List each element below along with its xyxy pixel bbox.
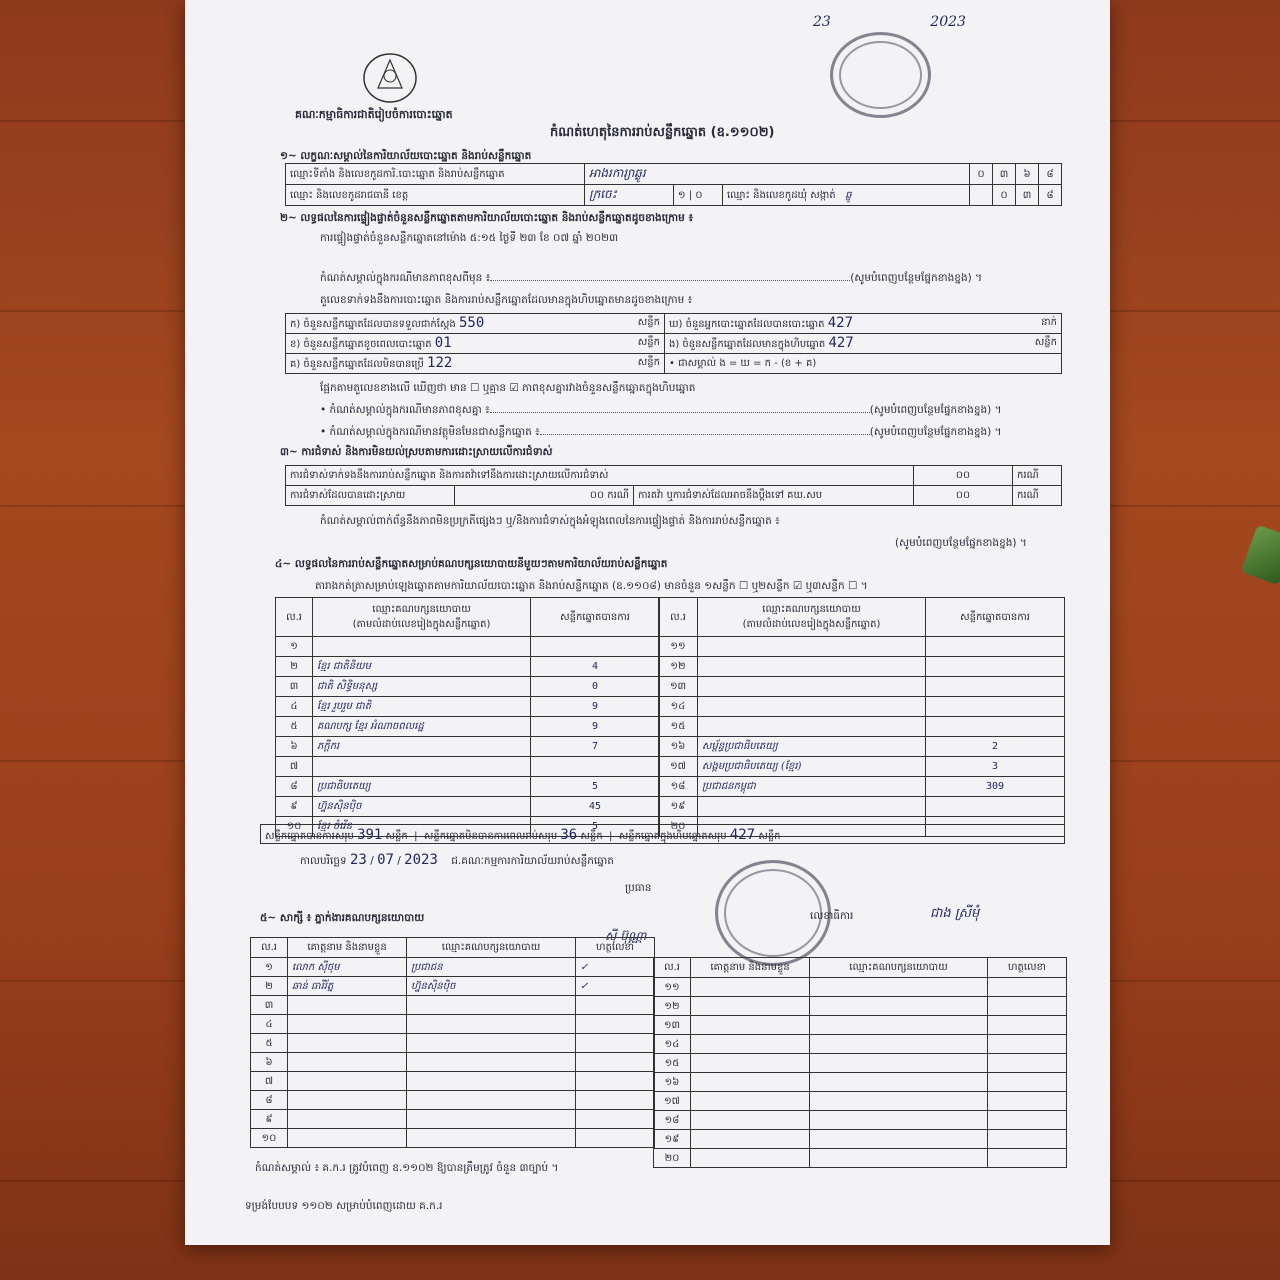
col-no: ១៧: [659, 757, 698, 777]
vote-count[interactable]: [926, 657, 1065, 677]
witness-name[interactable]: [691, 978, 810, 997]
party-name[interactable]: ជាតិ សិទ្ធិមនុស្ស: [313, 677, 531, 697]
resolved-label: ការជំទាស់ដែលបានដោះស្រាយ: [286, 486, 455, 506]
witness-signature[interactable]: [988, 1016, 1067, 1035]
witness-party[interactable]: [810, 1130, 988, 1149]
witness-name[interactable]: [691, 1149, 810, 1168]
col-name: គោត្តនាម និងនាមខ្លួន: [691, 958, 810, 978]
col-no: ល.រ: [654, 958, 691, 978]
col-no: ១៥: [654, 1054, 691, 1073]
col-no: ៨: [276, 777, 313, 797]
vote-count[interactable]: 7: [531, 737, 660, 757]
col-no: ១០: [251, 1129, 288, 1148]
col-no: ១៨: [654, 1111, 691, 1130]
table-intro: តួលេខទាក់ទងនឹងការបោះឆ្នោត និងការរាប់សន្លឹកឆ្នោតដែលមានក្នុងហិបឆ្នោតមានដូចខាងក្រោម ៖: [320, 294, 693, 306]
party-name[interactable]: [313, 637, 531, 657]
code-digit: ៨: [1039, 164, 1062, 185]
col-no: ល.រ: [659, 598, 698, 637]
table-row: [251, 1091, 655, 1110]
col-no: ៣: [251, 996, 288, 1015]
vote-count[interactable]: 9: [531, 717, 660, 737]
witness-signature[interactable]: [988, 1073, 1067, 1092]
green-object: [1241, 525, 1280, 586]
witness-signature[interactable]: [576, 1072, 655, 1091]
secretary-signature: ជាង ស្រីមុំ: [930, 906, 980, 921]
col-votes: សន្លឹកឆ្នោតបានការ: [531, 598, 660, 637]
witness-party[interactable]: ប្រជាជន: [407, 958, 576, 977]
table-row: [654, 1149, 1067, 1168]
vote-count[interactable]: [926, 697, 1065, 717]
witness-name[interactable]: [691, 1054, 810, 1073]
col-no: ៨: [251, 1091, 288, 1110]
col-no: ១៨: [659, 777, 698, 797]
col-party: ឈ្មោះគណបក្សនយោបាយ (តាមលំដាប់លេខរៀងក្នុងសន្លឹកឆ្នោត): [313, 598, 531, 637]
table-row: [654, 1016, 1067, 1035]
location-label: ឈ្មោះទីតាំង និងលេខកូដការិ.បោះឆ្នោត និងរាប់សន្លឹកឆ្នោត: [286, 164, 585, 185]
vote-count[interactable]: [926, 797, 1065, 817]
table-row: [286, 354, 1062, 374]
vote-count[interactable]: 309: [926, 777, 1065, 797]
witness-party[interactable]: [810, 1111, 988, 1130]
witness-party[interactable]: [407, 1053, 576, 1072]
complaint-label: ការជំទាស់ទាក់ទងនឹងការរាប់សន្លឹកឆ្នោត និងការតវ៉ាទៅនឹងការដោះស្រាយលើការជំទាស់: [286, 466, 914, 486]
table-row: [286, 466, 1062, 486]
table-row: [654, 997, 1067, 1016]
table-row: [251, 1129, 655, 1148]
col-no: ល.រ: [276, 598, 313, 637]
appeal-value: ០០: [914, 486, 1013, 506]
party-name[interactable]: [698, 677, 926, 697]
object-note: • កំណត់សម្គាល់ក្នុងករណីមានវត្ថុមិនមែនជាសន្លឹកឆ្នោត ៖ (សូមបំពេញបន្ថែមផ្នែកខាងខ្នង) ។: [320, 426, 1002, 438]
witness-name[interactable]: ឆាន់ ធារីរ័ត្ន: [288, 977, 407, 996]
section3-heading: ៣~ ការជំទាស់ និងការមិនយល់ស្របតាមការដោះស្រាយលើការជំទាស់: [280, 446, 553, 458]
col-no: ១៩: [654, 1130, 691, 1149]
witness-signature[interactable]: ✓: [576, 977, 655, 996]
col-no: ១៩: [659, 797, 698, 817]
col-name: គោត្តនាម និងនាមខ្លួន: [288, 938, 407, 958]
table-row: [659, 777, 1065, 797]
unit-label: ករណី: [1013, 466, 1062, 486]
code-digit: ៣: [993, 164, 1016, 185]
province-code: ១ | ០: [674, 185, 723, 206]
section1-table: [285, 163, 1062, 206]
witness-signature[interactable]: [988, 1111, 1067, 1130]
top-seal-stamp: [830, 32, 931, 118]
party-name[interactable]: ខ្មែរ រួបរួម ជាតិ: [313, 697, 531, 717]
col-no: ១១: [659, 637, 698, 657]
form-title: កំណត់ហេតុនៃការរាប់សន្លឹកឆ្នោត (ឧ.១១០២): [550, 125, 775, 140]
vote-count[interactable]: 5: [531, 817, 660, 837]
party-name[interactable]: ហ្វ៊ុនស៊ិនប៉ិច: [313, 797, 531, 817]
code-digit: ៣: [1016, 185, 1039, 206]
col-no: ២០: [659, 817, 698, 837]
col-no: ១៣: [654, 1016, 691, 1035]
witness-name[interactable]: [691, 1035, 810, 1054]
witness-party[interactable]: [407, 1110, 576, 1129]
section2-table: [285, 313, 1062, 374]
total-valid: 391: [357, 827, 383, 843]
witness-signature[interactable]: [988, 1054, 1067, 1073]
col-no: ៧: [276, 757, 313, 777]
witness-name[interactable]: [691, 997, 810, 1016]
complaint-value: ០០: [914, 466, 1013, 486]
section1-heading: ១~ លក្ខណៈសម្គាល់នៃការិយាល័យបោះឆ្នោត និងរាប់សន្លឹកឆ្នោត: [280, 150, 532, 162]
col-party: ឈ្មោះគណបក្សនយោបាយ: [810, 958, 988, 978]
table-row: [654, 978, 1067, 997]
witness-signature[interactable]: [576, 1110, 655, 1129]
col-no: ១៣: [659, 677, 698, 697]
resolved-value: ០០ ករណី: [455, 486, 634, 506]
witness-signature[interactable]: [576, 1129, 655, 1148]
date-line: កាលបរិច្ឆេទ 23 / 07 / 2023 ជ.គណៈកម្មការការិយាល័យរាប់សន្លឹកឆ្នោត: [300, 852, 614, 868]
col-no: ១១: [654, 978, 691, 997]
witness-name[interactable]: [288, 996, 407, 1015]
verification-intro: ការផ្ទៀងផ្ទាត់ចំនួនសន្លឹកឆ្នោតនៅម៉ោង ៥:១៥ ថ្ងៃទី ២៣ ខែ ០៧ ឆ្នាំ ២០២៣: [320, 232, 619, 244]
location-value[interactable]: អាងរការ្យាឆ្ងូរ: [585, 164, 970, 185]
col-no: ១: [251, 958, 288, 977]
table-row: [286, 314, 1062, 334]
table-row: [276, 737, 660, 757]
col-party: ឈ្មោះគណបក្សនយោបាយ: [407, 938, 576, 958]
table-row: [654, 1130, 1067, 1149]
witness-signature[interactable]: [988, 1035, 1067, 1054]
vote-count[interactable]: 45: [531, 797, 660, 817]
col-no: ៩: [276, 797, 313, 817]
col-no: ១៥: [659, 717, 698, 737]
witness-signature[interactable]: [988, 978, 1067, 997]
table-row: [659, 717, 1065, 737]
table-row: [251, 1110, 655, 1129]
witness-name[interactable]: [288, 1034, 407, 1053]
party-name[interactable]: [698, 697, 926, 717]
difference-note: • កំណត់សម្គាល់ក្នុងករណីមានភាពខុសគ្នា ៖ (សូមបំពេញបន្ថែមផ្នែកខាងខ្នង) ។: [320, 404, 1002, 416]
vote-count[interactable]: [531, 637, 660, 657]
section4-intro: តារាងកត់ត្រាសម្រាប់ឡេងឆ្នោតតាមការិយាល័យបោះឆ្នោត និងរាប់សន្លឹកឆ្នោត (ឧ.១១០៨) មានចំនួន ១សន្លឹក ☐ ឬ២សន្លឹក ☑ ឬ៣សន្លឹក ☐ ។: [315, 580, 868, 592]
section3-table: [285, 465, 1062, 506]
col-no: ៥: [251, 1034, 288, 1053]
total-box: 427: [729, 827, 756, 843]
table-row: [276, 677, 660, 697]
section2-heading: ២~ លទ្ធផលនៃការផ្ទៀងផ្ទាត់ចំនួនសន្លឹកឆ្នោតតាមការិយាល័យបោះឆ្នោត និងរាប់សន្លឹកឆ្នោតដូចខាងក្រោម ៖: [280, 212, 694, 224]
table-row: [276, 637, 660, 657]
party-name[interactable]: [313, 757, 531, 777]
col-no: ១៤: [659, 697, 698, 717]
vote-count[interactable]: 4: [531, 657, 660, 677]
col-no: ៥: [276, 717, 313, 737]
vote-count[interactable]: 5: [531, 777, 660, 797]
table-row: [276, 757, 660, 777]
col-no: ៤: [276, 697, 313, 717]
witness-name[interactable]: លោក ស៊ីថុម: [288, 958, 407, 977]
table-row: [251, 1053, 655, 1072]
chair-signature: ស៊ី ប៊ុណ្ណា: [605, 929, 647, 943]
witness-party[interactable]: [810, 1073, 988, 1092]
witness-signature[interactable]: [988, 1149, 1067, 1168]
witness-signature[interactable]: [988, 1092, 1067, 1111]
commune-label: ឈ្មោះ និងលេខកូដឃុំ សង្កាត់ ឆ្លូ: [723, 185, 970, 206]
party-name[interactable]: ប្រជាធិបតេយ្យ: [313, 777, 531, 797]
table-row: [251, 977, 655, 996]
col-no: ៦: [251, 1053, 288, 1072]
party-name[interactable]: សម្ព័ន្ធប្រជាធិបតេយ្យ: [698, 737, 926, 757]
table-row: [659, 797, 1065, 817]
table-row: [251, 996, 655, 1015]
witness-party[interactable]: [407, 1091, 576, 1110]
witness-name[interactable]: [691, 1130, 810, 1149]
vote-count[interactable]: 3: [926, 757, 1065, 777]
commune-value[interactable]: ឆ្លូ: [845, 189, 852, 201]
vote-count[interactable]: 2: [926, 737, 1065, 757]
witness-name[interactable]: [288, 1015, 407, 1034]
vote-count[interactable]: [531, 757, 660, 777]
table-row: [286, 334, 1062, 354]
witness-name[interactable]: [288, 1110, 407, 1129]
party-name[interactable]: គណបក្ស ខ្មែរ អំណាចពលរដ្ឋ: [313, 717, 531, 737]
irregularity-note: កំណត់សម្គាល់ពាក់ព័ន្ធនឹងភាពមិនប្រក្រតីផ្សេងៗ ឬ/និងការជំទាស់ក្នុងអំឡុងពេលនៃការផ្ទៀងផ្ទាត់ និងការរាប់សន្លឹកឆ្នោត ៖: [320, 515, 780, 527]
witness-table-right: [653, 957, 1067, 1168]
vote-count[interactable]: [926, 637, 1065, 657]
col-no: ១៦: [654, 1073, 691, 1092]
results-table-right: [658, 597, 1065, 837]
witness-party[interactable]: [810, 997, 988, 1016]
col-no: ៤: [251, 1015, 288, 1034]
witness-table-left: [250, 937, 655, 1148]
table-row: [659, 737, 1065, 757]
secretary-label: លេខាធិការ: [810, 910, 854, 922]
table-row: [654, 1035, 1067, 1054]
col-no: ៦: [276, 737, 313, 757]
witness-party[interactable]: [810, 978, 988, 997]
table-row: [251, 1034, 655, 1053]
witness-name[interactable]: [288, 1053, 407, 1072]
table-row: [659, 637, 1065, 657]
unit-label: ករណី: [1013, 486, 1062, 506]
section5-heading: ៥~ សាក្សី ៖ ភ្នាក់ងារគណបក្សនយោបាយ: [260, 912, 425, 924]
emblem-icon: [360, 48, 420, 104]
difference-line: ផ្អែកតាមតួលេខខាងលើ ឃើញថា មាន ☐ ឬគ្មាន ☑ ភាពខុសគ្នារវាងចំនួនសន្លឹកឆ្នោតក្នុងហិបឆ្នោត: [320, 382, 696, 394]
col-no: ១០: [276, 817, 313, 837]
chair-label: ប្រធាន: [625, 882, 652, 894]
section4-heading: ៤~ លទ្ធផលនៃការរាប់សន្លឹកឆ្នោតសម្រាប់គណបក្សនយោបាយនីមួយៗតាមការិយាល័យរាប់សន្លឹកឆ្នោត: [275, 558, 668, 570]
table-row: [276, 657, 660, 677]
witness-party[interactable]: [810, 1149, 988, 1168]
witness-signature[interactable]: [988, 997, 1067, 1016]
witness-name[interactable]: [691, 1016, 810, 1035]
witness-party[interactable]: [407, 1015, 576, 1034]
table-row: [659, 677, 1065, 697]
code-digit: ៨: [1039, 185, 1062, 206]
col-no: ២: [276, 657, 313, 677]
table-row: [654, 1054, 1067, 1073]
witness-name[interactable]: [288, 1072, 407, 1091]
witness-name[interactable]: [288, 1091, 407, 1110]
province-value[interactable]: ក្រចេះ: [585, 185, 674, 206]
committee-name: គណៈកម្មាធិការជាតិរៀបចំការបោះឆ្នោត: [295, 108, 453, 121]
footnote: កំណត់សម្គាល់ ៖ គ.ក.រ ត្រូវបំពេញ ឧ.១១០២ ឱ្យបានត្រឹមត្រូវ ចំនួន ៣ច្បាប់ ។: [255, 1162, 559, 1174]
stats-cell: • ជាសម្គាល់ ង = ឃ = ក - (ខ + គ): [665, 354, 1062, 374]
vote-count[interactable]: 9: [531, 697, 660, 717]
col-no: ១២: [659, 657, 698, 677]
table-row: [276, 777, 660, 797]
totals-row: សន្លឹកឆ្នោតបានការសរុប 391 សន្លឹក | សន្លឹកឆ្នោតមិនបានការពេលរាប់សរុប 36 សន្លឹក | សន្លឹកឆ្នោតក្នុងហិបឆ្នោតសរុប 427 សន្លឹក: [260, 824, 1065, 844]
witness-signature[interactable]: [576, 1091, 655, 1110]
total-invalid: 36: [560, 827, 578, 843]
witness-party[interactable]: [407, 996, 576, 1015]
party-name[interactable]: ខ្មែរ ចំរើន: [313, 817, 531, 837]
witness-party[interactable]: [810, 1016, 988, 1035]
witness-party[interactable]: [407, 1129, 576, 1148]
results-table-left: [275, 597, 660, 837]
col-no: ១៦: [659, 737, 698, 757]
col-no: ១៧: [654, 1092, 691, 1111]
witness-party[interactable]: [810, 1035, 988, 1054]
col-sign: ហត្ថលេខា: [576, 938, 655, 958]
witness-name[interactable]: [691, 1111, 810, 1130]
witness-party[interactable]: [810, 1092, 988, 1111]
witness-party[interactable]: [407, 1072, 576, 1091]
table-row: [659, 657, 1065, 677]
col-no: ល.រ: [251, 938, 288, 958]
fill-hint: (សូមបំពេញបន្ថែមផ្នែកខាងខ្នង) ។: [895, 537, 1027, 549]
top-date: 23 2023: [813, 14, 966, 30]
col-no: ៣: [276, 677, 313, 697]
col-no: ២០: [654, 1149, 691, 1168]
col-sign: ហត្ថលេខា: [988, 958, 1067, 978]
witness-signature[interactable]: [988, 1130, 1067, 1149]
table-row: [276, 717, 660, 737]
witness-name[interactable]: [691, 1092, 810, 1111]
witness-signature[interactable]: [576, 1053, 655, 1072]
table-row: [654, 1111, 1067, 1130]
party-name[interactable]: ប្រជាជនកម្ពុជា: [698, 777, 926, 797]
vote-count[interactable]: [926, 677, 1065, 697]
col-no: ៧: [251, 1072, 288, 1091]
col-no: ៩: [251, 1110, 288, 1129]
witness-signature[interactable]: [576, 996, 655, 1015]
col-no: ១២: [654, 997, 691, 1016]
witness-name[interactable]: [691, 1073, 810, 1092]
witness-party[interactable]: [810, 1054, 988, 1073]
table-row: [276, 697, 660, 717]
form-paper: [185, 0, 1110, 1245]
stats-cell: ក) ចំនួនសន្លឹកឆ្នោតដែលបានទទួលជាក់ស្តែង 550 សន្លឹក: [286, 314, 665, 334]
party-name[interactable]: ភក្តីករ: [313, 737, 531, 757]
table-row: [286, 486, 1062, 506]
table-row: [251, 1072, 655, 1091]
form-code: ទម្រង់បែបបទ ១១០២ សម្រាប់បំពេញដោយ គ.ក.រ: [245, 1200, 443, 1212]
code-digit: ០: [970, 164, 993, 185]
stats-cell: ខ) ចំនួនសន្លឹកឆ្នោតខូចពេលបោះឆ្នោត 01 សន្លឹក: [286, 334, 665, 354]
appeal-label: ការតវ៉ា ឬការជំទាស់ដែលអាចនឹងប្តឹងទៅ គឃ.សប: [634, 486, 914, 506]
col-votes: សន្លឹកឆ្នោតបានការ: [926, 598, 1065, 637]
table-row: [654, 1092, 1067, 1111]
table-row: [276, 797, 660, 817]
party-name[interactable]: [698, 657, 926, 677]
party-name[interactable]: [698, 717, 926, 737]
stats-cell: ឃ) ចំនួនអ្នកបោះឆ្នោតដែលបានបោះឆ្នោត 427 នាក់: [665, 314, 1062, 334]
witness-party[interactable]: [407, 1034, 576, 1053]
vote-count[interactable]: 0: [531, 677, 660, 697]
stats-cell: គ) ចំនួនសន្លឹកឆ្នោតដែលមិនបានប្រើ 122 សន្លឹក: [286, 354, 665, 374]
witness-party[interactable]: ហ្វ៊ុនស៊ិនប៉ិច: [407, 977, 576, 996]
party-name[interactable]: ខ្មែរ ជាតិនិយម: [313, 657, 531, 677]
party-name[interactable]: [698, 797, 926, 817]
note-line: កំណត់សម្គាល់ក្នុងករណីមានភាពខុសពីមុន ៖ (សូមបំពេញបន្ថែមផ្នែកខាងខ្នង) ។: [320, 272, 982, 284]
table-row: [654, 1073, 1067, 1092]
table-row: [659, 757, 1065, 777]
witness-signature[interactable]: [576, 1015, 655, 1034]
party-name[interactable]: សង្គមប្រជាធិបតេយ្យ (ខ្មែរ): [698, 757, 926, 777]
province-label: ឈ្មោះ និងលេខកូដរាជធានី ខេត្ត: [286, 185, 585, 206]
code-digit: ០: [993, 185, 1016, 206]
col-party: ឈ្មោះគណបក្សនយោបាយ (តាមលំដាប់លេខរៀងក្នុងសន្លឹកឆ្នោត): [698, 598, 926, 637]
table-row: [251, 1015, 655, 1034]
vote-count[interactable]: [926, 717, 1065, 737]
stats-cell: ង) ចំនួនសន្លឹកឆ្នោតដែលមានក្នុងហិបឆ្នោត 427 សន្លឹក: [665, 334, 1062, 354]
witness-signature[interactable]: [576, 1034, 655, 1053]
table-row: [251, 958, 655, 977]
col-no: ១៤: [654, 1035, 691, 1054]
witness-name[interactable]: [288, 1129, 407, 1148]
table-row: [659, 697, 1065, 717]
col-no: ១: [276, 637, 313, 657]
code-digit: ៦: [1016, 164, 1039, 185]
party-name[interactable]: [698, 637, 926, 657]
col-no: ២: [251, 977, 288, 996]
witness-signature[interactable]: ✓: [576, 958, 655, 977]
